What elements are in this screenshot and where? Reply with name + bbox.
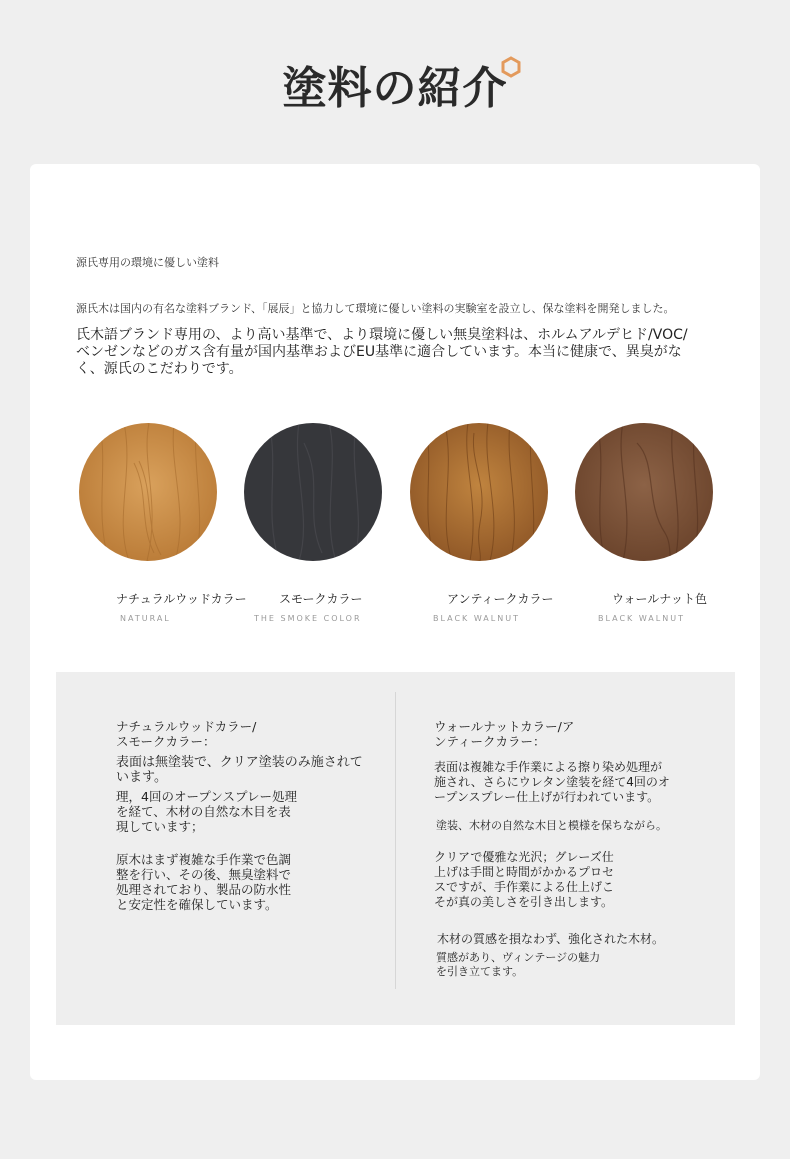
info-panel <box>56 672 735 1025</box>
swatch-smoke <box>244 423 382 561</box>
intro-line-2: 氏木語ブランド専用の、より高い基準で、より環境に優しい無臭塗料は、ホルムアルデヒド/VOC/ベンゼンなどのガス含有量が国内基準およびEU基準に適合しています。本当に健康で、異臭がなく、源氏のこだわりです。 <box>76 327 688 377</box>
title-area <box>0 52 790 116</box>
right-p4: 木材の質感を損なわず、強化された木材。 <box>437 932 665 946</box>
left-heading: ナチュラルウッドカラー/ スモークカラー： <box>116 719 257 749</box>
left-p1: 表面は無塗装で、クリア塗装のみ施されています。 <box>116 755 363 785</box>
swatch-sub-natural: NATURAL <box>120 614 171 623</box>
page-title <box>283 52 508 116</box>
right-p3: クリアで優雅な光沢；グレーズ仕 上げは手間と時間がかかるプロセ スですが、手作業による仕上げこ そが真の美しさを引き出します。 <box>434 850 615 909</box>
swatch-label-walnut: ウォールナット色 <box>612 592 708 606</box>
page-title-text: 塗料の紹介 <box>282 63 508 114</box>
swatch-label-natural: ナチュラルウッドカラー <box>116 592 247 606</box>
left-p3: 原木はまず複雑な手作業で色調 整を行い、その後、無臭塗料で 処理されており、製品の防水性 と安定性を確保しています。 <box>116 852 292 912</box>
left-p2: 理，4回のオープンスプレー処理 を経て、木材の自然な木目を表 現しています； <box>116 789 297 834</box>
swatch-antique <box>410 423 548 561</box>
right-p1: 表面は複雑な手作業による擦り染め処理が 施され、さらにウレタン塗装を経て4回のオ ープンスプレー仕上げが行われています。 <box>434 760 670 804</box>
swatch-sub-smoke: THE SMOKE COLOR <box>254 614 362 623</box>
panel-divider <box>395 692 396 989</box>
intro-subtitle: 源氏専用の環境に優しい塗料 <box>76 256 219 269</box>
right-p5: 質感があり、ヴィンテージの魅力 を引き立てます。 <box>436 951 601 978</box>
intro-line-1: 源氏木は国内の有名な塗料ブランド、「展辰」と協力して環境に優しい塗料の実験室を設立し、保な塗料を開発しました。 <box>76 302 675 315</box>
swatch-label-antique: アンティークカラー <box>447 592 554 606</box>
right-p2: 塗装、木材の自然な木目と模様を保ちながら。 <box>436 819 667 832</box>
right-heading: ウォールナットカラー/ア ンティークカラー： <box>434 719 575 749</box>
swatch-walnut <box>575 423 713 561</box>
swatch-label-smoke: スモークカラー <box>279 592 363 606</box>
swatch-natural <box>79 423 217 561</box>
swatch-sub-walnut: BLACK WALNUT <box>598 614 685 623</box>
hexagon-icon <box>500 56 522 78</box>
swatch-sub-antique: BLACK WALNUT <box>433 614 520 623</box>
content-card <box>30 164 760 1080</box>
